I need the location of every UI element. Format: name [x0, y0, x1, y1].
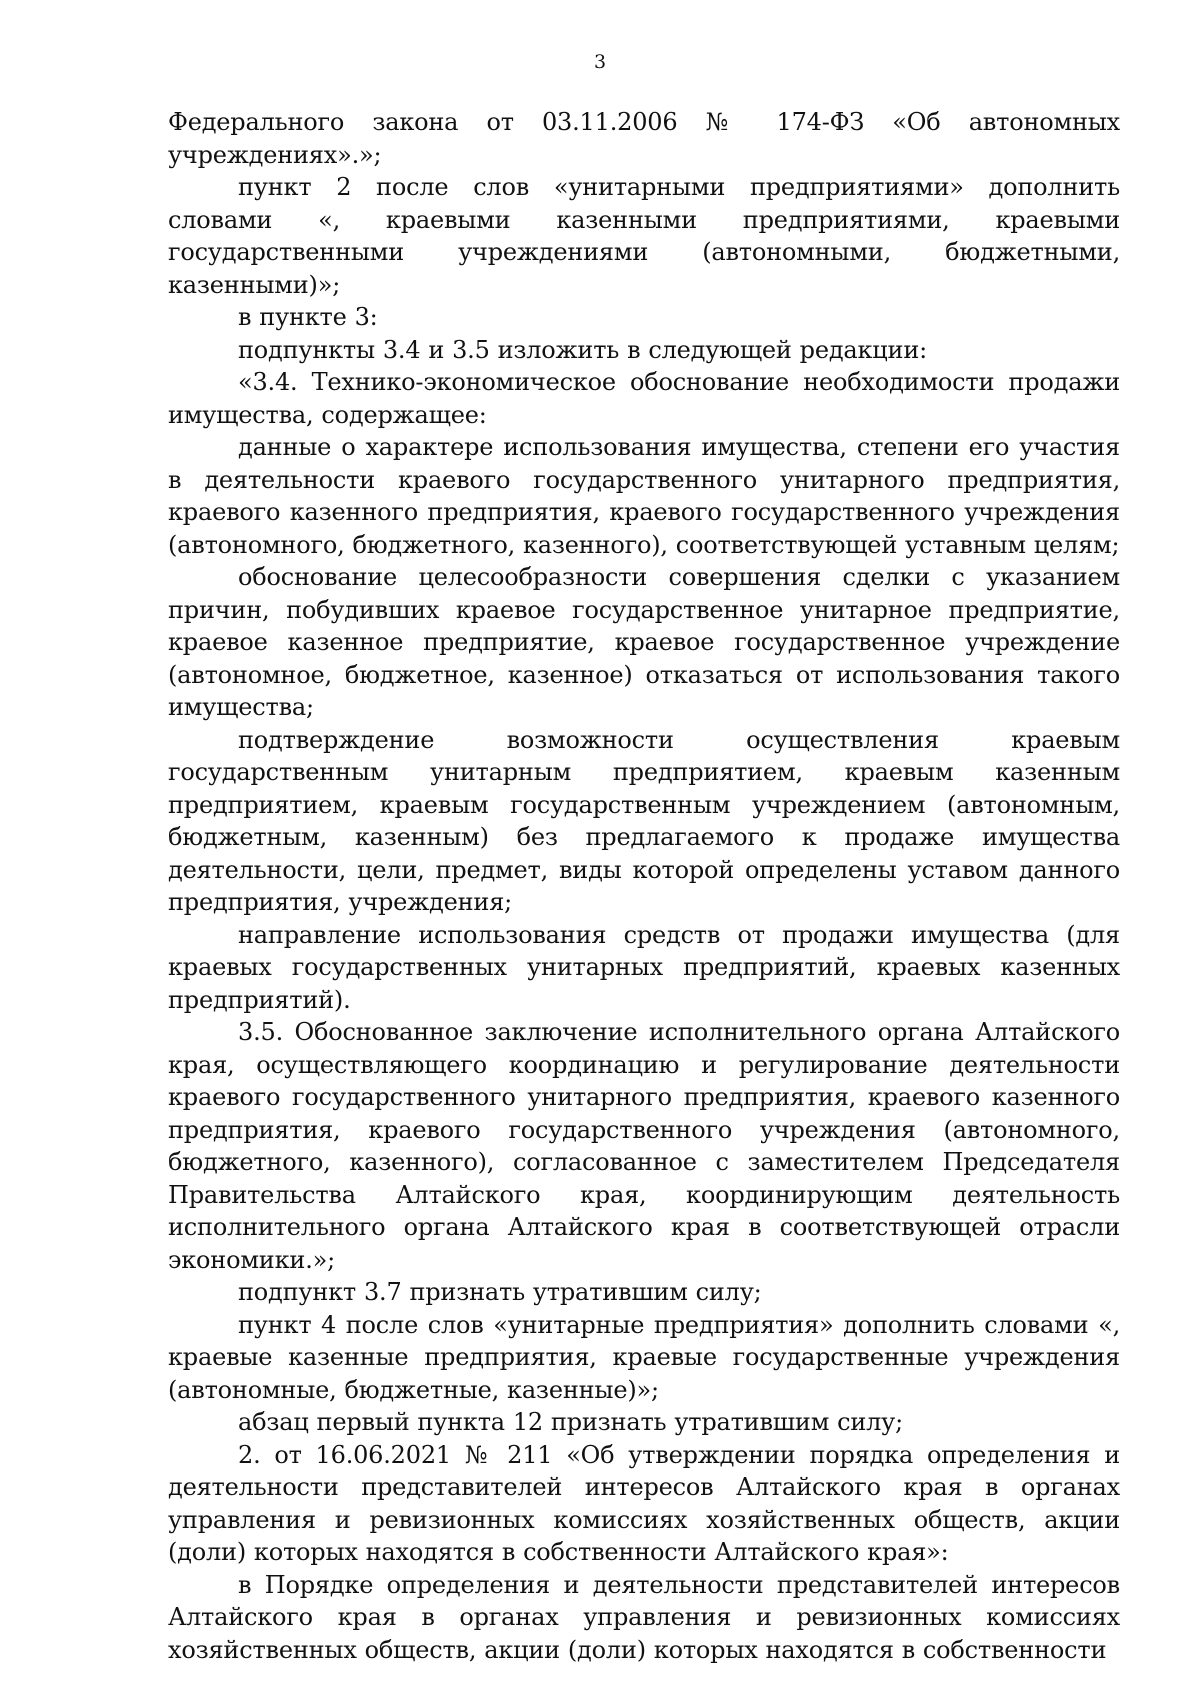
page-number: 3 [593, 51, 607, 73]
paragraph: направление использования средств от продажи имущества (для краевых государственных унитарных предприятий, краевых казенных предприятий). [168, 920, 1120, 1014]
paragraph: данные о характере использования имущества, степени его участия в деятельности краевого государственного унитарного предприятия, краевого казенного предприятия, краевого государственного учреждения (автономного, бюджетного, казенного), соответствующей уставным целям; [168, 433, 1120, 559]
paragraph: в Порядке определения и деятельности представителей интересов Алтайского края в органах управления и ревизионных комиссиях хозяйственных обществ, акции (доли) которых находятся в собственности [168, 1570, 1120, 1664]
paragraph: Федерального закона от 03.11.2006 № 174-ФЗ «Об автономных учреждениях».»; [168, 108, 1120, 169]
paragraph: в пункте 3: [238, 303, 378, 331]
paragraph: подпункт 3.7 признать утратившим силу; [238, 1278, 762, 1306]
paragraph: обоснование целесообразности совершения сделки с указанием причин, побудивших краевое государственное унитарное предприятие, краевое казенное предприятие, краевое государственное учреждение (автономное, бюджетное, казенное) отказаться от использования такого имущества; [168, 563, 1120, 721]
paragraph: абзац первый пункта 12 признать утратившим силу; [238, 1408, 903, 1436]
paragraph: 2. от 16.06.2021 № 211 «Об утверждении порядка определения и деятельности представителей интересов Алтайского края в органах управления и ревизионных комиссиях хозяйственных обществ, акции (доли) которых находятся в собственности Алтайского края»: [168, 1440, 1120, 1566]
paragraph: 3.5. Обоснованное заключение исполнительного органа Алтайского края, осуществляющего координацию и регулирование деятельности краевого государственного унитарного предприятия, краевого казенного предприятия, краевого государственного учреждения (автономного, бюджетного, казенного), согласованное с заместителем Председателя Правительства Алтайского края, координирующим деятельность исполнительного органа Алтайского края в соответствующей отрасли экономики.»; [168, 1018, 1120, 1274]
paragraph: пункт 4 после слов «унитарные предприятия» дополнить словами «, краевые казенные предприятия, краевые государственные учреждения (автономные, бюджетные, казенные)»; [168, 1310, 1120, 1404]
paragraph: подтверждение возможности осуществления краевым государственным унитарным предприятием, краевым казенным предприятием, краевым государственным учреждением (автономным, бюджетным, казенным) без предлагаемого к продаже имущества деятельности, цели, предмет, виды которой определены уставом данного предприятия, учреждения; [168, 725, 1120, 916]
paragraph: подпункты 3.4 и 3.5 изложить в следующей редакции: [238, 335, 928, 364]
paragraph: пункт 2 после слов «унитарными предприятиями» дополнить словами «, краевыми казенными предприятиями, краевыми государственными учреждениями (автономными, бюджетными, казенными)»; [168, 173, 1120, 299]
document-body [168, 106, 1120, 1666]
paragraph: «3.4. Технико-экономическое обоснование необходимости продажи имущества, содержащее: [168, 368, 1120, 429]
